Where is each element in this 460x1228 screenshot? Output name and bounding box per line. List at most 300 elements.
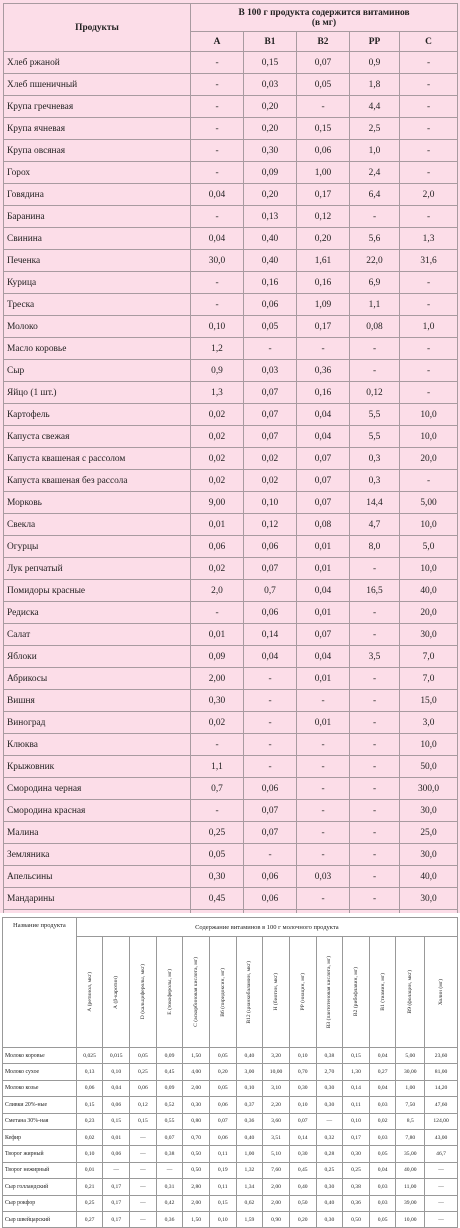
product-column-header: Продукты [4,4,191,52]
dairy-value-cell: 0,06 [130,1080,157,1096]
dairy-product-name-cell: Молоко сухое [3,1064,77,1080]
dairy-value-cell: 0,30 [316,1179,343,1195]
table-row [4,866,458,888]
vitamin-value-cell: 0,02 [191,470,244,492]
vitamin-value-cell: 0,06 [191,536,244,558]
dairy-vitamin-column-header [130,937,157,1048]
dairy-value-cell: 0,06 [209,1129,236,1145]
dairy-value-cell: 0,17 [103,1195,130,1211]
vitamin-value-cell: 0,17 [297,316,350,338]
dairy-product-name-cell: Кефир [3,1129,77,1145]
dairy-value-cell: 0,05 [209,1080,236,1096]
product-name-cell: Курица [4,272,191,294]
dairy-vitamin-column-header [76,937,103,1048]
vitamin-value-cell: 3,0 [400,712,458,734]
dairy-vitamin-column-label: В1 (тиамин, мг) [379,973,386,1011]
vitamin-value-cell: - [297,822,350,844]
dairy-value-cell: 0,04 [369,1048,396,1064]
vitamin-column-header: В1 [244,32,297,52]
dairy-value-cell: 0,40 [289,1179,316,1195]
vitamin-value-cell: 1,09 [297,294,350,316]
vitamin-value-cell: 0,07 [244,822,297,844]
vitamin-value-cell: 15,0 [400,690,458,712]
vitamin-value-cell: 8,0 [350,536,400,558]
dairy-vitamin-column-header [369,937,396,1048]
dairy-value-cell: 2,00 [263,1195,290,1211]
vitamin-value-cell: 5,00 [400,492,458,514]
vitamin-value-cell: 0,12 [350,382,400,404]
dairy-value-cell: 0,80 [183,1113,210,1129]
product-name-cell: Малина [4,822,191,844]
dairy-value-cell: 0,38 [343,1179,370,1195]
table-row [4,646,458,668]
vitamin-value-cell: - [297,888,350,910]
dairy-vitamin-column-label: Е (токоферолы, мг) [166,969,173,1015]
table-row [4,162,458,184]
product-name-cell: Свинина [4,228,191,250]
product-name-cell: Редиска [4,602,191,624]
vitamin-value-cell: - [297,800,350,822]
dairy-vitamin-column-header [263,937,290,1048]
vitamin-value-cell: - [400,272,458,294]
vitamin-value-cell: 7,0 [400,668,458,690]
vitamin-value-cell: 6,4 [350,184,400,206]
dairy-value-cell: 47,60 [425,1097,458,1113]
dairy-value-cell: 0,42 [156,1195,183,1211]
dairy-value-cell: 39,00 [396,1195,425,1211]
vitamin-value-cell: 40,0 [400,866,458,888]
dairy-value-cell: 0,40 [236,1129,263,1145]
dairy-vitamin-column-label: В3 (пантотеновая кислота, мг) [326,955,333,1029]
vitamin-value-cell: 0,01 [191,624,244,646]
dairy-value-cell: 0,04 [369,1162,396,1178]
dairy-value-cell: 0,62 [236,1195,263,1211]
dairy-value-cell: 0,11 [209,1179,236,1195]
product-name-cell: Говядина [4,184,191,206]
dairy-value-cell: 0,02 [369,1113,396,1129]
dairy-vitamin-column-label: Холин (мг) [438,978,445,1006]
dairy-vitamin-column-header [183,937,210,1048]
dairy-value-cell: 40,00 [396,1162,425,1178]
vitamin-group-header-line1: В 100 г продукта содержится витаминов [238,7,410,18]
dairy-value-cell: 3,20 [263,1048,290,1064]
table-row [4,52,458,74]
vitamin-value-cell: 0,40 [244,228,297,250]
dairy-value-cell: 0,50 [183,1162,210,1178]
dairy-value-cell: 0,38 [316,1048,343,1064]
dairy-vitamin-column-header [209,937,236,1048]
vitamin-value-cell: 0,07 [297,492,350,514]
vitamin-value-cell: 0,01 [297,558,350,580]
dairy-vitamin-table-section [0,913,460,1223]
table-row [4,536,458,558]
vitamin-value-cell: 0,10 [244,492,297,514]
dairy-vitamin-table [2,917,458,1228]
vitamin-value-cell: 0,09 [191,646,244,668]
dairy-value-cell: 2,70 [316,1064,343,1080]
vitamin-value-cell: 0,10 [191,316,244,338]
vitamin-value-cell: 0,14 [244,624,297,646]
product-name-cell: Капуста квашеная с рассолом [4,448,191,470]
vitamin-value-cell: 0,01 [297,536,350,558]
product-name-cell: Смородина красная [4,800,191,822]
dairy-value-cell: 0,28 [316,1146,343,1162]
dairy-value-cell: 124,00 [425,1113,458,1129]
vitamin-value-cell: 0,07 [244,404,297,426]
vitamin-value-cell: - [191,52,244,74]
table-row [3,1129,458,1145]
dairy-value-cell: 1,30 [343,1064,370,1080]
vitamin-value-cell: - [191,734,244,756]
dairy-value-cell: 0,25 [343,1162,370,1178]
dairy-vitamin-column-header [316,937,343,1048]
dairy-value-cell: 0,37 [236,1097,263,1113]
vitamin-value-cell: 0,07 [244,558,297,580]
vitamin-value-cell: 31,6 [400,250,458,272]
vitamin-value-cell: 0,30 [191,690,244,712]
dairy-value-cell: 1,50 [183,1211,210,1227]
dairy-value-cell: 0,36 [156,1211,183,1227]
dairy-value-cell: 0,20 [209,1064,236,1080]
vitamin-value-cell: 10,0 [400,558,458,580]
vitamin-value-cell: 2,5 [350,118,400,140]
product-name-cell: Огурцы [4,536,191,558]
vitamin-value-cell: - [350,558,400,580]
dairy-value-cell: 0,03 [369,1179,396,1195]
dairy-value-cell: 0,05 [130,1048,157,1064]
vitamin-value-cell: 20,0 [400,448,458,470]
dairy-vitamin-column-label: В9 (фолацин, мкг) [407,970,414,1014]
vitamin-value-cell: 0,07 [244,382,297,404]
vitamin-value-cell: 0,02 [244,470,297,492]
dairy-value-cell: 2,00 [263,1179,290,1195]
dairy-value-cell: 14,20 [425,1080,458,1096]
table-row [4,294,458,316]
vitamin-value-cell: 50,0 [400,756,458,778]
dairy-value-cell: 7,50 [396,1097,425,1113]
dairy-vitamin-column-label: В12 (цианкобаламин, мкг) [246,960,253,1024]
table-row [4,96,458,118]
product-name-cell: Капуста квашеная без рассола [4,470,191,492]
vitamin-value-cell: - [400,118,458,140]
table-row [3,1080,458,1096]
dairy-value-cell: — [130,1162,157,1178]
dairy-value-cell: 0,23 [76,1113,103,1129]
vitamin-value-cell: 0,30 [244,140,297,162]
vitamin-value-cell: 0,02 [191,404,244,426]
table-row [4,470,458,492]
vitamin-value-cell: - [400,382,458,404]
dairy-value-cell: 0,07 [209,1113,236,1129]
vitamin-value-cell: 0,16 [297,382,350,404]
table-row [3,1211,458,1227]
vitamin-column-header: С [400,32,458,52]
dairy-vitamin-column-label: А (β-каротин) [113,975,120,1009]
vitamin-value-cell: 1,2 [191,338,244,360]
dairy-vitamin-column-header [289,937,316,1048]
vitamin-value-cell: - [350,206,400,228]
vitamin-value-cell: 0,02 [191,558,244,580]
dairy-value-cell: 0,30 [316,1097,343,1113]
dairy-value-cell: 0,05 [369,1211,396,1227]
table-row [4,778,458,800]
table-row [4,734,458,756]
dairy-value-cell: 0,07 [289,1113,316,1129]
dairy-value-cell: 0,55 [156,1113,183,1129]
vitamin-value-cell: 300,0 [400,778,458,800]
dairy-value-cell: 0,01 [103,1129,130,1145]
product-name-cell: Горох [4,162,191,184]
vitamin-value-cell: 16,5 [350,580,400,602]
dairy-value-cell: 0,52 [156,1097,183,1113]
dairy-value-cell: 0,10 [236,1080,263,1096]
table-row [4,756,458,778]
dairy-value-cell: — [316,1113,343,1129]
dairy-value-cell: 0,12 [130,1097,157,1113]
dairy-value-cell: — [130,1211,157,1227]
dairy-vitamin-column-header [156,937,183,1048]
vitamin-value-cell: - [350,844,400,866]
dairy-value-cell: 1,50 [183,1048,210,1064]
vitamin-value-cell: 30,0 [400,888,458,910]
vitamin-value-cell: 10,0 [400,404,458,426]
vitamin-value-cell: - [297,756,350,778]
vitamin-value-cell: 0,06 [244,888,297,910]
dairy-name-column-header: Название продукта [3,918,77,1048]
dairy-vitamin-column-label: С (аскорбиновая кислота, мг) [193,957,200,1027]
vitamin-value-cell: 1,1 [350,294,400,316]
vitamin-value-cell: 0,07 [297,470,350,492]
vitamin-value-cell: - [244,844,297,866]
vitamin-value-cell: 0,04 [244,646,297,668]
dairy-value-cell: 0,27 [76,1211,103,1227]
product-name-cell: Яйцо (1 шт.) [4,382,191,404]
vitamin-value-cell: - [191,206,244,228]
dairy-vitamin-column-label: А (ретинол, мкг) [86,972,93,1012]
vitamin-value-cell: 3,5 [350,646,400,668]
dairy-product-name-cell: Творог нежирный [3,1162,77,1178]
vitamin-value-cell: - [350,338,400,360]
vitamin-value-cell: 0,3 [350,448,400,470]
vitamin-value-cell: - [400,338,458,360]
table-row [4,250,458,272]
vitamin-value-cell: - [191,800,244,822]
dairy-value-cell: 0,27 [369,1064,396,1080]
vitamin-value-cell: - [297,734,350,756]
product-name-cell: Хлеб пшеничный [4,74,191,96]
dairy-value-cell: 0,25 [130,1064,157,1080]
vitamin-value-cell: - [350,866,400,888]
dairy-product-name-cell: Молоко коровье [3,1048,77,1064]
vitamin-value-cell: 0,16 [244,272,297,294]
dairy-value-cell: 0,06 [209,1097,236,1113]
dairy-value-cell: 0,40 [236,1048,263,1064]
product-name-cell: Масло коровье [4,338,191,360]
dairy-value-cell: — [156,1162,183,1178]
dairy-value-cell: 0,01 [76,1162,103,1178]
dairy-value-cell: 0,70 [289,1064,316,1080]
dairy-value-cell: 0,90 [263,1211,290,1227]
dairy-value-cell: 0,32 [316,1129,343,1145]
table-row [3,1195,458,1211]
vitamin-value-cell: 0,03 [244,360,297,382]
vitamin-value-cell: 0,07 [244,426,297,448]
product-name-cell: Клюква [4,734,191,756]
dairy-value-cell: 0,36 [343,1195,370,1211]
vitamin-value-cell: - [244,734,297,756]
vitamin-value-cell: 10,0 [400,734,458,756]
vitamin-value-cell: 0,07 [297,624,350,646]
dairy-value-cell: 0,36 [236,1113,263,1129]
table-row [4,690,458,712]
dairy-product-name-cell: Творог жирный [3,1146,77,1162]
dairy-value-cell: 0,50 [183,1146,210,1162]
dairy-value-cell: 0,11 [343,1097,370,1113]
dairy-value-cell: 0,17 [103,1211,130,1227]
product-name-cell: Крыжовник [4,756,191,778]
dairy-product-name-cell: Сметана 30%-ная [3,1113,77,1129]
dairy-table-title: Содержание витаминов в 100 г молочного продукта [76,918,457,937]
vitamin-value-cell: 0,20 [244,184,297,206]
dairy-value-cell: 0,025 [76,1048,103,1064]
dairy-value-cell: — [425,1211,458,1227]
dairy-value-cell: 0,03 [369,1129,396,1145]
vitamin-value-cell: 0,07 [297,52,350,74]
dairy-value-cell: 0,30 [289,1146,316,1162]
dairy-value-cell: 0,10 [289,1048,316,1064]
product-name-cell: Яблоки [4,646,191,668]
table-row [4,492,458,514]
table-row [3,1146,458,1162]
vitamin-column-header: А [191,32,244,52]
table-row [3,1048,458,1064]
vitamin-value-cell: 4,4 [350,96,400,118]
vitamin-value-cell: - [400,140,458,162]
vitamin-column-header: РР [350,32,400,52]
dairy-value-cell: 0,15 [76,1097,103,1113]
vitamin-value-cell: 0,04 [297,646,350,668]
vitamin-value-cell: 0,06 [244,866,297,888]
dairy-vitamin-column-label: D (кальциферолы, мкг) [139,964,146,1020]
vitamin-value-cell: 0,01 [297,668,350,690]
vitamin-value-cell: - [400,96,458,118]
dairy-value-cell: 0,03 [369,1097,396,1113]
vitamin-value-cell: - [350,734,400,756]
vitamin-value-cell: - [191,118,244,140]
vitamin-value-cell: 1,1 [191,756,244,778]
dairy-value-cell: 10,00 [396,1211,425,1227]
product-name-cell: Крупа овсяная [4,140,191,162]
table-row [4,74,458,96]
dairy-value-cell: 0,45 [289,1162,316,1178]
product-name-cell: Абрикосы [4,668,191,690]
vitamin-value-cell: - [191,162,244,184]
dairy-value-cell: — [130,1195,157,1211]
vitamin-value-cell: 30,0 [400,800,458,822]
dairy-vitamin-column-header [425,937,458,1048]
dairy-value-cell: — [130,1129,157,1145]
dairy-value-cell: 0,70 [183,1129,210,1145]
vitamin-value-cell: 5,5 [350,426,400,448]
dairy-value-cell: 0,10 [103,1064,130,1080]
vitamin-value-cell: 5,6 [350,228,400,250]
table-row [3,1097,458,1113]
vitamin-value-cell: 0,03 [244,74,297,96]
dairy-value-cell: 0,25 [316,1162,343,1178]
dairy-value-cell: 46,7 [425,1146,458,1162]
vitamin-value-cell: 0,17 [297,184,350,206]
vitamin-value-cell: 0,12 [244,514,297,536]
table-row [4,844,458,866]
dairy-value-cell: 0,05 [369,1146,396,1162]
dairy-value-cell: 0,25 [76,1195,103,1211]
vitamin-value-cell: 40,0 [400,580,458,602]
vitamin-value-cell: 0,15 [297,118,350,140]
table-row [4,514,458,536]
dairy-value-cell: 0,11 [209,1146,236,1162]
table-row [4,602,458,624]
vitamin-value-cell: - [297,338,350,360]
dairy-value-cell: 0,15 [130,1113,157,1129]
dairy-value-cell: 1,00 [236,1146,263,1162]
dairy-vitamin-column-label: В6 (пиридоксин, мг) [219,967,226,1017]
vitamin-value-cell: 5,5 [350,404,400,426]
dairy-value-cell: 0,03 [369,1195,396,1211]
product-name-cell: Капуста свежая [4,426,191,448]
dairy-value-cell: 0,17 [343,1129,370,1145]
table-row [4,206,458,228]
dairy-vitamin-column-header [343,937,370,1048]
vitamin-value-cell: 9,00 [191,492,244,514]
dairy-value-cell: — [425,1195,458,1211]
dairy-value-cell: 0,50 [343,1211,370,1227]
dairy-value-cell: 0,10 [209,1211,236,1227]
table-row [4,360,458,382]
table-row [4,624,458,646]
dairy-value-cell: 2,00 [183,1195,210,1211]
dairy-vitamin-column-label: В2 (рибофлавин, мг) [352,967,359,1017]
vitamin-value-cell: 0,08 [350,316,400,338]
vitamin-value-cell: 10,0 [400,426,458,448]
dairy-value-cell: 0,07 [156,1129,183,1145]
vitamin-value-cell: 22,0 [350,250,400,272]
vitamin-value-cell: - [191,140,244,162]
dairy-value-cell: 1,32 [236,1162,263,1178]
vitamin-value-cell: - [191,96,244,118]
dairy-value-cell: 0,21 [76,1179,103,1195]
vitamin-value-cell: 0,3 [350,470,400,492]
table-row [4,712,458,734]
table-row [3,1113,458,1129]
vitamin-column-header: В2 [297,32,350,52]
dairy-value-cell: 0,19 [209,1162,236,1178]
vitamin-value-cell: - [297,96,350,118]
vitamin-value-cell: 30,0 [191,250,244,272]
dairy-value-cell: 0,14 [343,1080,370,1096]
vitamin-value-cell: 0,04 [297,580,350,602]
dairy-value-cell: 10,00 [263,1064,290,1080]
dairy-value-cell: — [425,1179,458,1195]
product-name-cell: Морковь [4,492,191,514]
dairy-value-cell: 0,02 [76,1129,103,1145]
dairy-value-cell: 2,00 [183,1080,210,1096]
vitamin-value-cell: - [350,888,400,910]
vitamin-value-cell: 1,3 [191,382,244,404]
dairy-value-cell: — [103,1162,130,1178]
vitamin-value-cell: 25,0 [400,822,458,844]
product-name-cell: Апельсины [4,866,191,888]
product-name-cell: Вишня [4,690,191,712]
